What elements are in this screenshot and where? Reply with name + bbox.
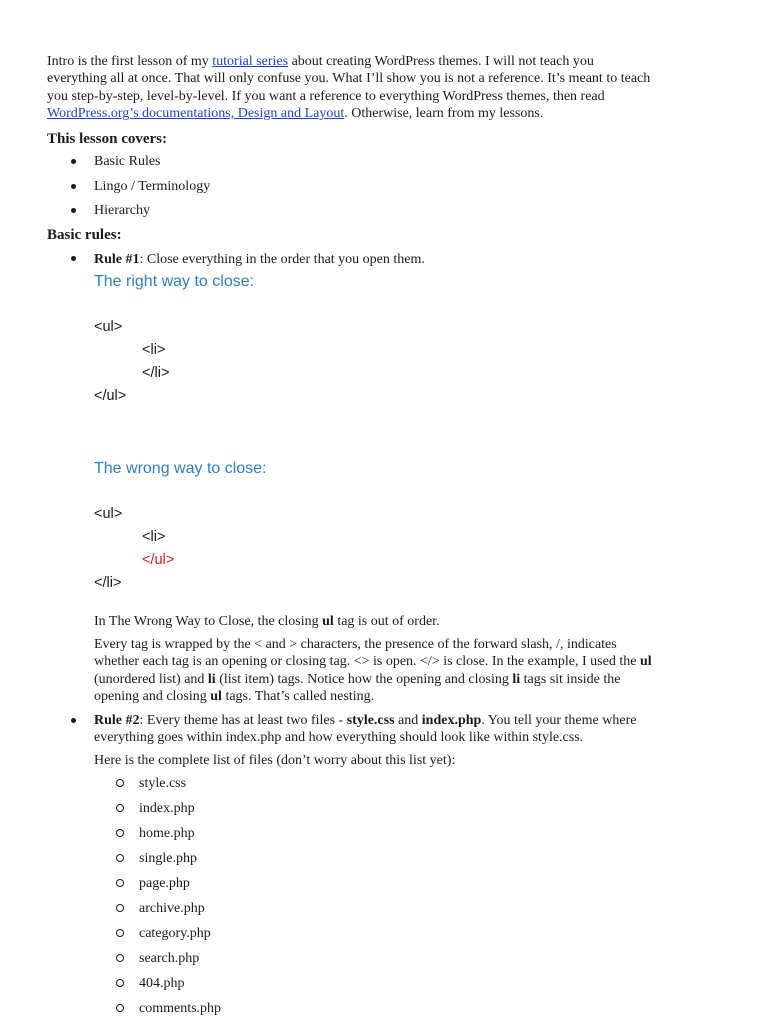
code-line: <ul> xyxy=(94,319,123,335)
circle-bullet-icon xyxy=(116,779,124,787)
intro-text: . Otherwise, learn from my lessons. xyxy=(344,106,544,121)
bullet-icon xyxy=(71,718,76,723)
circle-bullet-icon xyxy=(116,804,124,812)
file-list-item: search.php xyxy=(139,951,200,966)
file-list-item: 404.php xyxy=(139,976,185,991)
covers-heading: This lesson covers: xyxy=(47,131,167,147)
file-list-item: single.php xyxy=(139,851,197,866)
para-text: (list item) tags. Notice how the opening and closing xyxy=(215,672,513,687)
tutorial-series-link[interactable]: tutorial series xyxy=(212,54,289,69)
wordpress-docs-link[interactable]: WordPress.org’s documentations, Design and Layout xyxy=(47,106,345,121)
bullet-icon xyxy=(71,208,76,213)
code-line: </li> xyxy=(94,575,122,591)
intro-line-2: everything all at once. That will only confuse you. What I’ll show you is not a reference. It’s meant to teach xyxy=(47,71,651,86)
circle-bullet-icon xyxy=(116,929,124,937)
wrong-way-note xyxy=(94,613,440,630)
bullet-icon xyxy=(71,159,76,164)
file-list-item: page.php xyxy=(139,876,190,891)
right-way-title: The right way to close: xyxy=(94,273,255,290)
circle-bullet-icon xyxy=(116,954,124,962)
circle-bullet-icon xyxy=(116,979,124,987)
wrong-way-title: The wrong way to close: xyxy=(94,460,267,477)
circle-bullet-icon xyxy=(116,854,124,862)
para-bold: ul xyxy=(639,654,652,669)
code-line-error: </ul> xyxy=(142,552,175,568)
covers-item: Basic Rules xyxy=(94,154,161,169)
circle-bullet-icon xyxy=(116,879,124,887)
para-bold: ul xyxy=(210,689,222,704)
intro-text: about creating WordPress themes. I will not teach you xyxy=(288,54,594,69)
para-bold: li xyxy=(512,672,521,687)
code-line: </ul> xyxy=(94,388,127,404)
rule-2-bold: index.php xyxy=(421,713,482,728)
file-list-item: archive.php xyxy=(139,901,205,916)
nesting-para-line-3 xyxy=(94,671,620,688)
code-line: <li> xyxy=(142,342,166,358)
rules-heading: Basic rules: xyxy=(47,227,122,243)
file-list-item: comments.php xyxy=(139,1001,222,1016)
intro-line-1 xyxy=(47,53,594,70)
intro-text: Intro is the first lesson of my xyxy=(47,54,213,69)
intro-line-3: you step-by-step, level-by-level. If you want a reference to everything WordPress themes, then read xyxy=(47,89,605,104)
rule-1-text: : Close everything in the order that you open them. xyxy=(139,252,425,267)
para-text: (unordered list) and xyxy=(94,672,208,687)
file-list-item: index.php xyxy=(139,801,195,816)
rule-2-label: Rule #2 xyxy=(94,713,140,728)
file-list-item: category.php xyxy=(139,926,211,941)
file-list-intro: Here is the complete list of files (don’t worry about this list yet): xyxy=(94,753,456,768)
para-bold: li xyxy=(207,672,216,687)
nesting-para-line-2 xyxy=(94,653,652,670)
intro-line-4 xyxy=(47,105,543,122)
circle-bullet-icon xyxy=(116,829,124,837)
bullet-icon xyxy=(71,184,76,189)
code-line: <li> xyxy=(142,529,166,545)
covers-item: Hierarchy xyxy=(94,203,150,218)
bullet-icon xyxy=(71,256,76,261)
rule-2-bold: style.css xyxy=(346,713,395,728)
rule-2-text: and xyxy=(394,713,422,728)
circle-bullet-icon xyxy=(116,904,124,912)
note-bold: ul xyxy=(322,614,334,629)
para-text: whether each tag is an opening or closing tag. <> is open. </> is close. In the example, I used the xyxy=(94,654,640,669)
code-line: <ul> xyxy=(94,506,123,522)
file-list-item: style.css xyxy=(139,776,187,791)
rule-2-line-2: everything goes within index.php and how everything should look like within style.css. xyxy=(94,730,584,745)
file-list-item: home.php xyxy=(139,826,195,841)
rule-2-text: : Every theme has at least two files - xyxy=(139,713,347,728)
para-text: tags sit inside the xyxy=(520,672,621,687)
covers-item: Lingo / Terminology xyxy=(94,179,211,194)
nesting-para-line-1: Every tag is wrapped by the < and > characters, the presence of the forward slash, /, indicates xyxy=(94,637,617,652)
code-line: </li> xyxy=(142,365,170,381)
circle-bullet-icon xyxy=(116,1004,124,1012)
rule-2-text: . You tell your theme where xyxy=(481,713,637,728)
rule-2 xyxy=(94,712,636,729)
note-text: tag is out of order. xyxy=(333,614,440,629)
note-text: In The Wrong Way to Close, the closing xyxy=(94,614,323,629)
rule-1-label: Rule #1 xyxy=(94,252,140,267)
para-text: tags. That’s called nesting. xyxy=(221,689,375,704)
para-text: opening and closing xyxy=(94,689,211,704)
nesting-para-line-4 xyxy=(94,688,374,705)
rule-1 xyxy=(94,251,425,268)
